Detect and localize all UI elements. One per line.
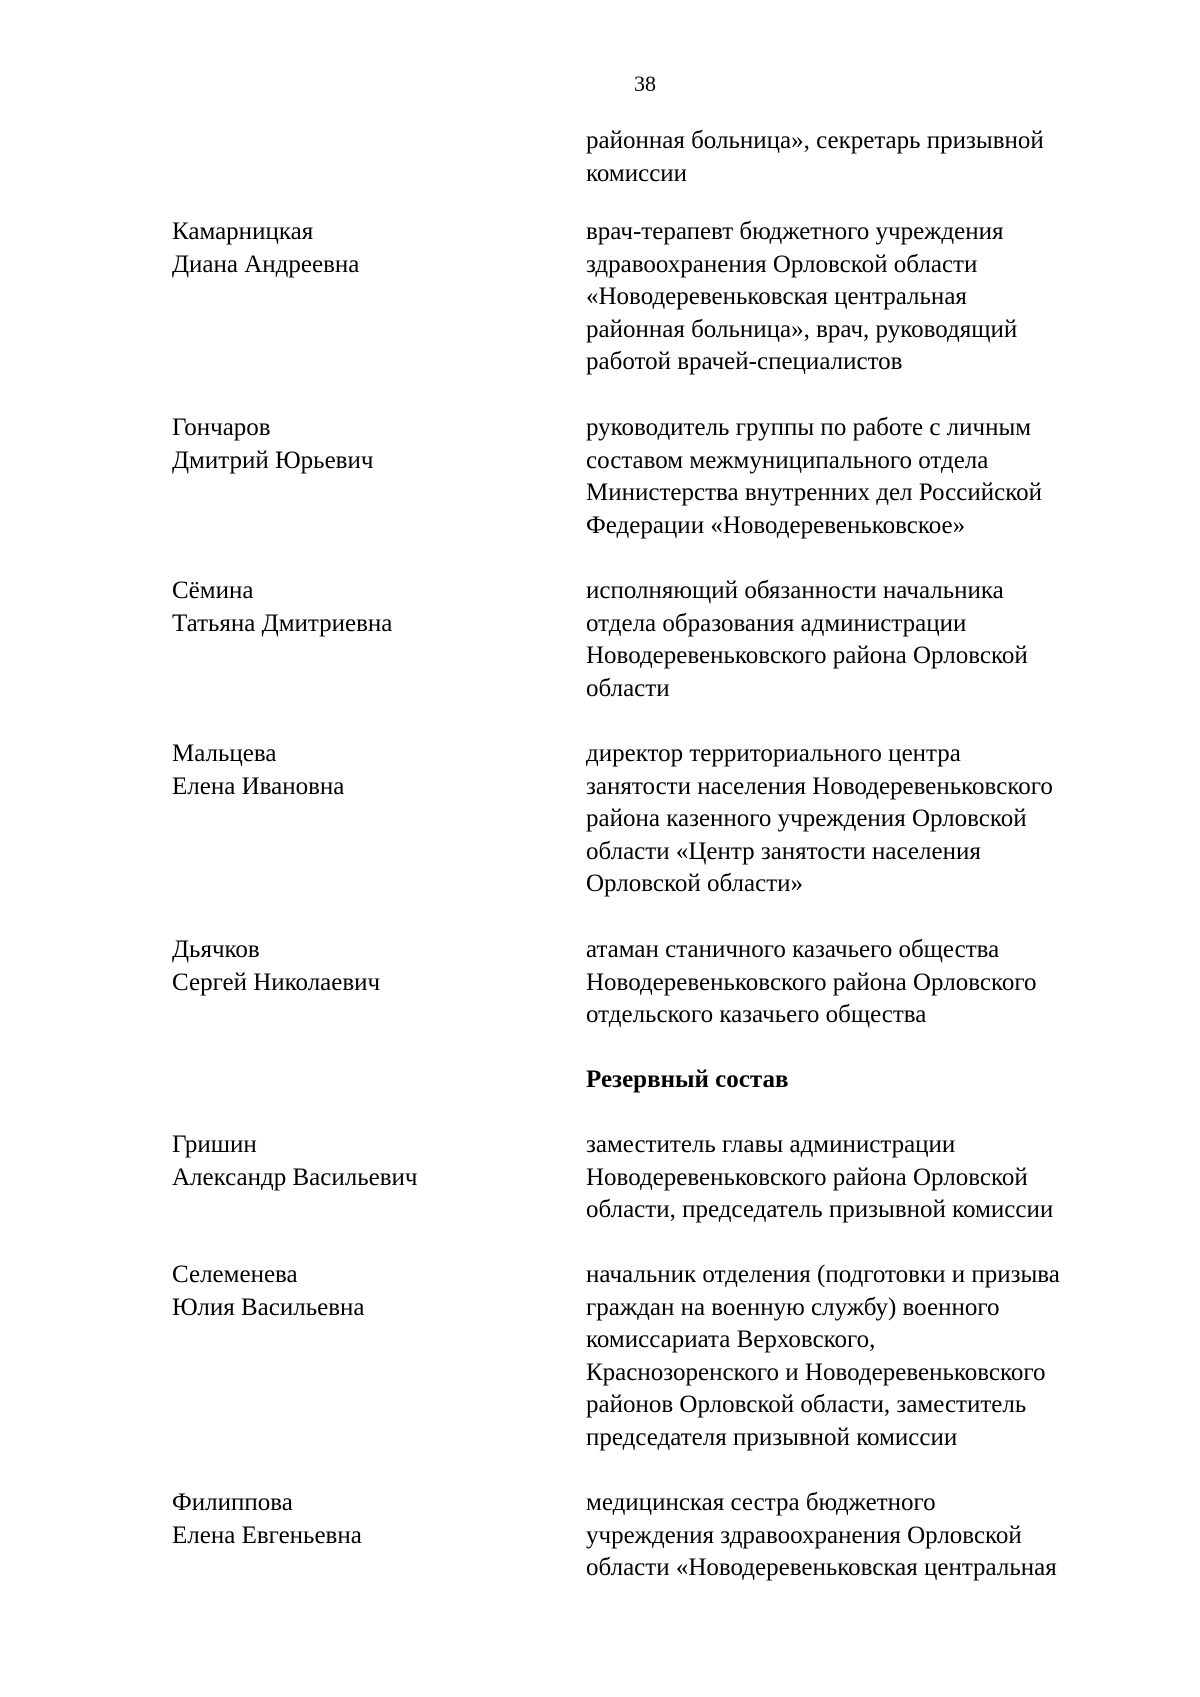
- role-line: отдела образования администрации: [586, 609, 967, 637]
- role-line: Федерации «Новодеревеньковское»: [586, 511, 966, 539]
- reserve-member-role: [586, 1487, 1057, 1585]
- member-name: [172, 738, 344, 803]
- given-names: Елена Ивановна: [172, 772, 345, 800]
- reserve-member-name: [172, 1259, 364, 1324]
- role-line: руководитель группы по работе с личным: [586, 414, 1032, 441]
- reserve-member-name: [172, 1129, 417, 1194]
- role-line: области «Новодеревеньковская центральная: [586, 1554, 1057, 1582]
- role-line: комиссии: [586, 159, 688, 187]
- member-name: [172, 934, 380, 999]
- role-line: отдельского казачьего общества: [586, 1001, 927, 1029]
- member-role: [586, 216, 1017, 379]
- role-line: председателя призывной комиссии: [586, 1423, 958, 1451]
- member-name: [172, 216, 359, 281]
- role-line: области: [586, 674, 670, 702]
- member-role: [586, 738, 1053, 901]
- surname: Филиппова: [172, 1489, 293, 1516]
- role-line: директор территориального центра: [586, 740, 961, 767]
- given-names: Татьяна Дмитриевна: [172, 609, 393, 637]
- role-line: медицинская сестра бюджетного: [586, 1489, 936, 1516]
- role-line: работой врачей-специалистов: [586, 348, 903, 376]
- member-name: [172, 575, 392, 640]
- role-line: района казенного учреждения Орловской: [586, 805, 1027, 833]
- role-line: районная больница», секретарь призывной: [586, 127, 1044, 154]
- surname: Гришин: [172, 1131, 257, 1158]
- page-number: 38: [634, 71, 656, 96]
- member-role: [586, 412, 1042, 542]
- role-line: районная больница», врач, руководящий: [586, 315, 1018, 343]
- role-line: «Новодеревеньковская центральная: [586, 283, 967, 311]
- surname: Мальцева: [172, 740, 277, 767]
- role-line: Краснозоренского и Новодеревеньковского: [586, 1358, 1046, 1386]
- role-line: Министерства внутренних дел Российской: [586, 479, 1042, 507]
- role-line: комиссариата Верховского,: [586, 1326, 876, 1354]
- role-line: области, председатель призывной комиссии: [586, 1196, 1054, 1224]
- role-line: атаман станичного казачьего общества: [586, 936, 1000, 963]
- given-names: Диана Андреевна: [172, 250, 360, 278]
- role-line: Новодеревеньковского района Орловской: [586, 1163, 1028, 1191]
- role-line: Орловской области»: [586, 870, 804, 898]
- role-line: здравоохранения Орловской области: [586, 250, 978, 278]
- member-role: [586, 934, 1036, 1032]
- role-line: исполняющий обязанности начальника: [586, 577, 1004, 604]
- role-line: граждан на военную службу) военного: [586, 1293, 1000, 1321]
- role-line: районов Орловской области, заместитель: [586, 1391, 1027, 1419]
- role-line: учреждения здравоохранения Орловской: [586, 1521, 1022, 1549]
- role-line: составом межмуниципального отдела: [586, 446, 989, 474]
- given-names: Юлия Васильевна: [172, 1293, 365, 1321]
- role-line: врач-терапевт бюджетного учреждения: [586, 218, 1004, 245]
- member-role: [586, 575, 1028, 705]
- surname: Камарницкая: [172, 218, 314, 245]
- given-names: Александр Васильевич: [172, 1163, 418, 1191]
- given-names: Сергей Николаевич: [172, 968, 381, 996]
- reserve-member-role: [586, 1259, 1060, 1455]
- role-line: занятости населения Новодеревеньковского: [586, 772, 1053, 800]
- surname: Сёмина: [172, 577, 254, 604]
- role-line: заместитель главы администрации: [586, 1131, 956, 1158]
- role-line: начальник отделения (подготовки и призыва: [586, 1261, 1060, 1288]
- role-line: области «Центр занятости населения: [586, 837, 981, 865]
- given-names: Елена Евгеньевна: [172, 1521, 362, 1549]
- role-line: Новодеревеньковского района Орловской: [586, 642, 1028, 670]
- surname: Селеменева: [172, 1261, 298, 1288]
- member-name: [172, 412, 373, 477]
- reserve-member-name: [172, 1487, 362, 1552]
- surname: Гончаров: [172, 414, 271, 441]
- surname: Дьячков: [172, 936, 260, 963]
- reserve-heading: Резервный состав: [586, 1066, 789, 1093]
- reserve-member-role: [586, 1129, 1053, 1227]
- given-names: Дмитрий Юрьевич: [172, 446, 374, 474]
- continuation-role: [586, 125, 1044, 190]
- role-line: Новодеревеньковского района Орловского: [586, 968, 1037, 996]
